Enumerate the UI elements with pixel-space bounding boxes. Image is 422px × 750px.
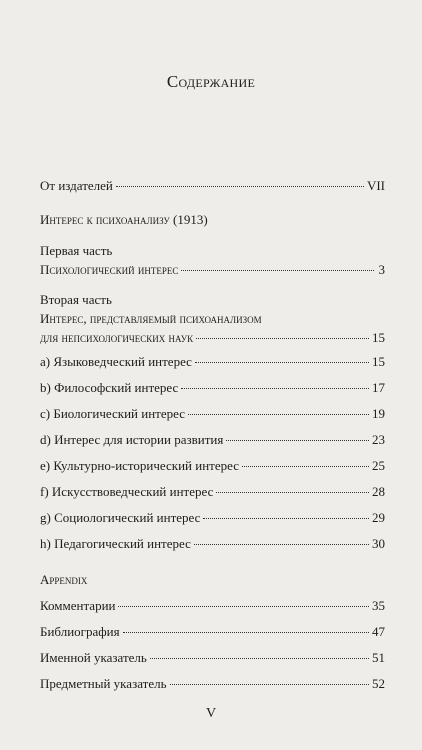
- toc-item-label: Комментарии: [40, 598, 116, 613]
- dot-leader: [181, 269, 374, 271]
- dot-leader: [203, 517, 369, 519]
- toc-item-page: 47: [372, 624, 385, 639]
- toc-item-page: 35: [372, 598, 385, 613]
- dot-leader: [226, 439, 369, 441]
- toc-item-comments: [40, 598, 385, 614]
- toc-item-name-index: [40, 650, 385, 666]
- part-two-entry-line1: Интерес, представляемый психоанализом: [40, 311, 262, 326]
- toc-item-page: 15: [372, 354, 385, 369]
- dot-leader: [170, 683, 369, 685]
- dot-leader: [195, 361, 369, 363]
- toc-item-page: 19: [372, 406, 385, 421]
- dot-leader: [118, 605, 369, 607]
- appendix-heading: Appendix: [40, 572, 88, 587]
- toc-item-page: 17: [372, 380, 385, 395]
- dot-leader: [181, 387, 369, 389]
- dot-leader: [194, 543, 369, 545]
- toc-item-label: b) Философский интерес: [40, 380, 179, 395]
- toc-item-page: 23: [372, 432, 385, 447]
- toc-item-label: Библиография: [40, 624, 120, 639]
- toc-entry-label: От издателей: [40, 178, 113, 193]
- toc-item-label: Предметный указатель: [40, 676, 167, 691]
- toc-item-page: 52: [372, 676, 385, 691]
- toc-item-bibliography: [40, 624, 385, 640]
- part-one-heading: Первая часть: [40, 243, 113, 258]
- toc-item-b: [40, 380, 385, 396]
- toc-entry-publishers: [40, 178, 385, 194]
- toc-item-label: e) Культурно-исторический интерес: [40, 458, 239, 473]
- toc-item-label: a) Языковедческий интерес: [40, 354, 192, 369]
- toc-item-label: Именной указатель: [40, 650, 147, 665]
- toc-item-c: [40, 406, 385, 422]
- dot-leader: [188, 413, 369, 415]
- toc-item-label: g) Социологический интерес: [40, 510, 201, 525]
- toc-entry-page: 3: [378, 262, 385, 277]
- toc-item-label: c) Биологический интерес: [40, 406, 185, 421]
- toc-item-label: d) Интерес для истории развития: [40, 432, 224, 447]
- dot-leader: [123, 631, 369, 633]
- dot-leader: [116, 185, 364, 187]
- toc-item-a: [40, 354, 385, 370]
- toc-item-page: 29: [372, 510, 385, 525]
- toc-item-f: [40, 484, 385, 500]
- toc-entry-page: 15: [372, 330, 385, 345]
- part-two-heading: Вторая часть: [40, 292, 112, 307]
- work-title: Интерес к психоанализу (1913): [40, 212, 208, 227]
- toc-item-page: 25: [372, 458, 385, 473]
- toc-item-g: [40, 510, 385, 526]
- dot-leader: [242, 465, 369, 467]
- dot-leader: [216, 491, 369, 493]
- toc-entry-page: VII: [366, 178, 385, 193]
- toc-entry-label: Психологический интерес: [40, 262, 179, 277]
- toc-item-e: [40, 458, 385, 474]
- toc-item-page: 51: [372, 650, 385, 665]
- dot-leader: [150, 657, 369, 659]
- toc-item-page: 28: [372, 484, 385, 499]
- toc-item-label: h) Педагогический интерес: [40, 536, 191, 551]
- toc-entry-label: для непсихологических наук: [40, 330, 194, 345]
- dot-leader: [196, 337, 369, 339]
- toc-item-subject-index: [40, 676, 385, 692]
- toc-item-h: [40, 536, 385, 552]
- toc-item-label: f) Искусствоведческий интерес: [40, 484, 214, 499]
- page-number: V: [205, 706, 217, 721]
- toc-item-d: [40, 432, 385, 448]
- toc-item-page: 30: [372, 536, 385, 551]
- toc-entry-psychological-interest: [40, 262, 385, 278]
- toc-entry-part-two: [40, 330, 385, 346]
- toc-title: Содержание: [166, 72, 256, 91]
